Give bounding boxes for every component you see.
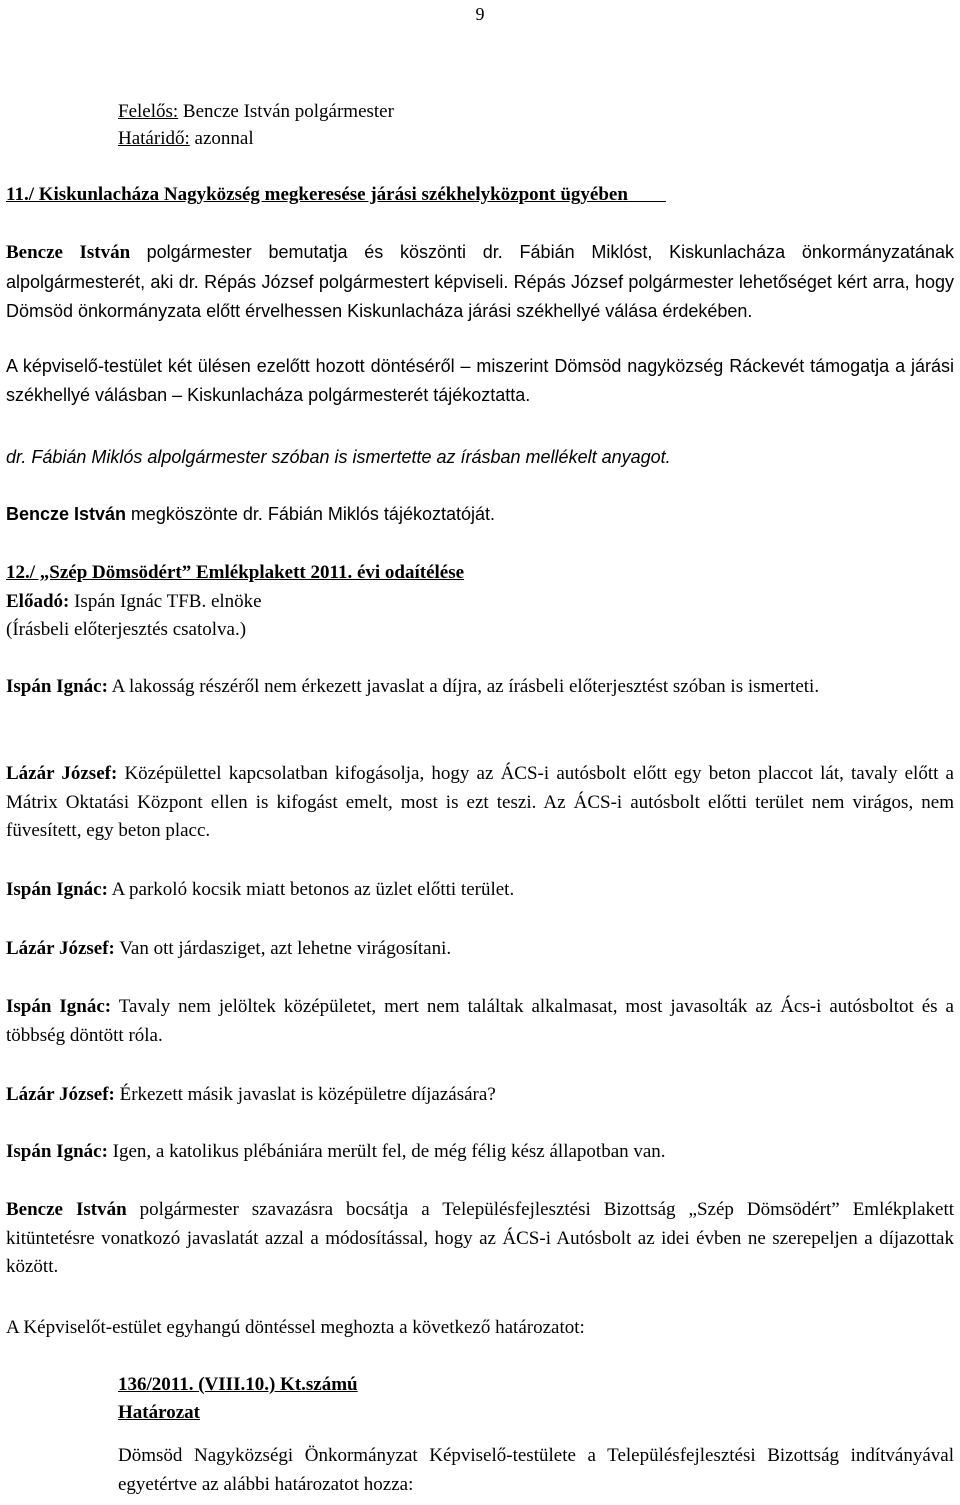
presenter-label: Előadó: — [6, 591, 70, 612]
speaker-name: Ispán Ignác: — [6, 996, 112, 1017]
section-11-title: 11./ Kiskunlacháza Nagyközség megkeresése járási székhelyközpont ügyében — [6, 184, 628, 205]
dialogue-text: Középülettel kapcsolatban kifogásolja, hogy az ÁCS-i autósbolt előtt egy beton placcot lát, tavaly előtt a Mátrix Oktatási Központ ellen is kifogást emelt, most is ezt teszi. Az ÁCS-i autósbolt előtti terület nem virágos, nem füvesített, egy beton placc. — [6, 763, 954, 841]
dialogue-text: Igen, a katolikus plébániára merült fel, de még félig kész állapotban van. — [112, 1141, 666, 1162]
resolution-number-text: 136/2011. (VIII.10.) Kt.számú — [118, 1374, 358, 1395]
dialogue-6 — [6, 1081, 954, 1110]
section-11-paragraph-3: dr. Fábián Miklós alpolgármester szóban is ismertette az írásban mellékelt anyagot. — [6, 447, 671, 467]
dialogue-text: A lakosság részéről nem érkezett javaslat a díjra, az írásbeli előterjesztést szóban is ismerteti. — [111, 676, 820, 697]
dialogue-text: A parkoló kocsik miatt betonos az üzlet előtti terület. — [111, 879, 515, 900]
resolution-title-text: Határozat — [118, 1402, 200, 1423]
speaker-name: Bencze István — [6, 242, 131, 263]
section-11-paragraph-1 — [6, 238, 954, 327]
dialogue-3 — [6, 876, 954, 905]
deadline-line — [118, 125, 954, 154]
section-11-paragraph-2: A képviselő-testület két ülésen ezelőtt hozott döntéséről – miszerint Dömsöd nagyközség Ráckevét támogatja a járási székhellyé válásban – Kiskunlacháza polgármesterét tájékoztatta. — [6, 356, 954, 405]
presenter-line — [6, 588, 954, 617]
speaker-name: Ispán Ignác: — [6, 879, 108, 900]
speaker-name: Ispán Ignác: — [6, 676, 108, 697]
attachment-note: (Írásbeli előterjesztés csatolva.) — [6, 619, 247, 640]
dialogue-4 — [6, 935, 954, 964]
section-11-paragraph-4 — [6, 500, 954, 530]
speaker-name: Lázár József: — [6, 763, 118, 784]
presenter-value: Ispán Ignác TFB. elnöke — [74, 591, 262, 612]
paragraph-text: megköszönte dr. Fábián Miklós tájékoztatóját. — [130, 504, 495, 524]
dialogue-text: Érkezett másik javaslat is középületre díjazására? — [119, 1084, 496, 1105]
dialogue-2 — [6, 760, 954, 846]
speaker-name: Bencze István — [6, 1199, 127, 1220]
dialogue-text: polgármester szavazásra bocsátja a Településfejlesztési Bizottság „Szép Dömsödért” Emlékplakett kitüntetésre vonatkozó javaslatát azzal a módosítással, hogy az ÁCS-i Autósbolt az idei évben ne szerepeljen a díjazottak között. — [6, 1199, 954, 1277]
section-11-heading — [6, 181, 954, 210]
vote-statement: A Képviselőt-estület egyhangú döntéssel meghozta a következő határozatot: — [6, 1317, 585, 1338]
dialogue-7 — [6, 1138, 954, 1167]
paragraph-text: polgármester bemutatja és köszönti dr. Fábián Miklóst, Kiskunlacháza önkormányzatának alpolgármesterét, aki dr. Répás József polgármestert képviseli. Répás József polgármester lehetőséget kért arra, hogy Dömsöd önkormányzata előtt érvelhessen Kiskunlacháza járási székhellyé válása érdekében. — [6, 242, 954, 321]
resolution-number — [118, 1371, 954, 1400]
dialogue-1 — [6, 673, 954, 702]
dialogue-text: Tavaly nem jelöltek középületet, mert nem találtak alkalmasat, most javasolták az Ács-i autósboltot és a többség döntött róla. — [6, 996, 954, 1046]
resolution-title — [118, 1399, 954, 1428]
deadline-label: Határidő: — [118, 128, 190, 149]
responsible-label: Felelős: — [118, 101, 179, 122]
responsible-line — [118, 98, 954, 127]
resolution-text: Dömsöd Nagyközségi Önkormányzat Képviselő-testülete a Településfejlesztési Bizottság indítványával egyetértve az alábbi határozatot hozza: — [118, 1445, 954, 1495]
dialogue-text: Van ott járdasziget, azt lehetne virágosítani. — [119, 938, 452, 959]
deadline-value: azonnal — [194, 128, 254, 149]
speaker-name: Lázár József: — [6, 938, 115, 959]
speaker-name: Lázár József: — [6, 1084, 115, 1105]
dialogue-8 — [6, 1196, 954, 1282]
speaker-name: Ispán Ignác: — [6, 1141, 108, 1162]
section-12-heading — [6, 559, 954, 588]
dialogue-5 — [6, 993, 954, 1050]
section-12-title: 12./ „Szép Dömsödért” Emlékplakett 2011. évi odaítélése — [6, 562, 465, 583]
page-number: 9 — [475, 4, 485, 24]
responsible-value: Bencze István polgármester — [182, 101, 394, 122]
speaker-name: Bencze István — [6, 504, 127, 524]
